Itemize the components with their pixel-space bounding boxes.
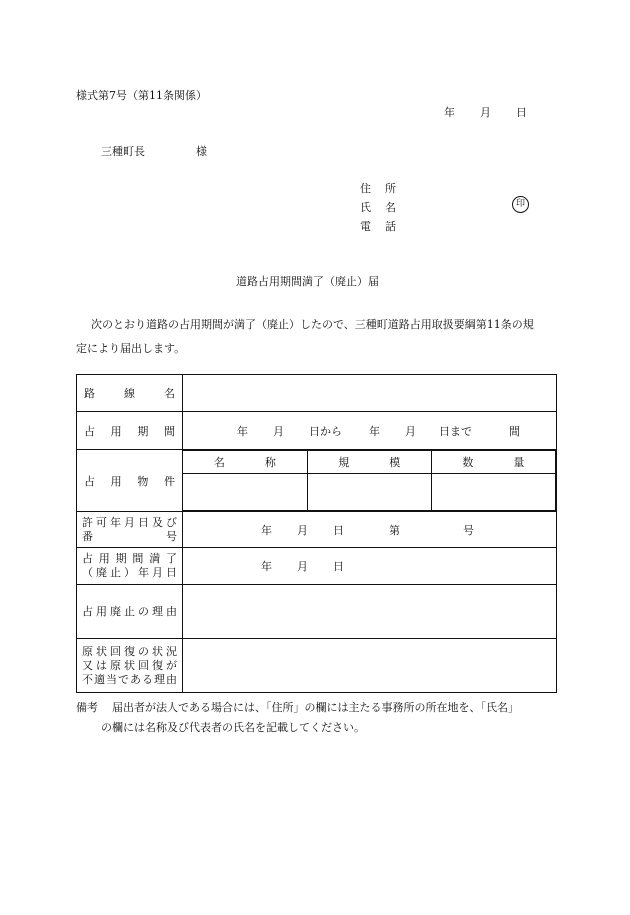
permit-label: 許可年月日及び 番 号 (77, 512, 183, 548)
note-line-2: の欄には名称及び代表者の氏名を記載してください。 (101, 721, 365, 734)
objects-subtable (183, 450, 556, 511)
address-label-1: 住 (360, 182, 371, 195)
row-restore (77, 639, 557, 693)
name-label-2: 名 (385, 201, 396, 214)
phone-label-1: 電 (360, 220, 371, 233)
seal-mark: 印 (512, 196, 529, 213)
restore-value[interactable] (183, 639, 557, 693)
objects-label: 占 用 物 件 (77, 450, 183, 512)
row-objects (77, 450, 557, 512)
row-route-name (77, 375, 557, 412)
route-name-value[interactable] (183, 375, 557, 412)
object-scale-header: 規 模 (307, 451, 431, 474)
reason-label: 占用廃止の理由 (77, 585, 183, 639)
row-permit (77, 512, 557, 548)
document-title: 道路占用期間満了（廃止）届 (236, 275, 379, 288)
reason-value[interactable] (183, 585, 557, 639)
expiry-label: 占用期間満了 （廃止）年月日 (77, 548, 183, 585)
expiry-value[interactable]: 年 月 日 (183, 548, 557, 585)
object-quantity-header: 数 量 (431, 451, 555, 474)
period-label: 占 用 期 間 (77, 412, 183, 450)
object-quantity-cell[interactable] (431, 474, 555, 511)
row-reason (77, 585, 557, 639)
note-heading: 備考 (76, 701, 98, 714)
address-label-2: 所 (385, 182, 396, 195)
intro-line-1: 次のとおり道路の占用期間が満了（廃止）したので、三種町道路占用取扱要綱第11条の規 (91, 318, 534, 331)
period-value[interactable]: 年 月 日から 年 月 日まで 間 (183, 412, 557, 450)
addressee-name: 三種町長 (101, 145, 145, 158)
phone-label-2: 話 (385, 220, 396, 233)
note-line-1: 届出者が法人である場合には、「住所」の欄には主たる事務所の所在地を、「氏名」 (112, 701, 519, 714)
object-scale-cell[interactable] (307, 474, 431, 511)
intro-line-2: 定により届出します。 (76, 342, 186, 355)
route-name-label: 路 線 名 (77, 375, 183, 412)
date-year: 年 (444, 106, 455, 119)
row-period (77, 412, 557, 450)
date-day: 日 (516, 106, 527, 119)
restore-label: 原状回復の状況 又は原状回復が 不適当である理由 (77, 639, 183, 693)
addressee-honorific: 様 (196, 145, 207, 158)
permit-value[interactable]: 年 月 日 第 号 (183, 512, 557, 548)
row-expiry (77, 548, 557, 585)
name-label-1: 氏 (360, 201, 371, 214)
notification-table (76, 374, 557, 693)
objects-value (183, 450, 557, 512)
date-month: 月 (480, 106, 491, 119)
object-name-cell[interactable] (183, 474, 307, 511)
object-name-header: 名 称 (183, 451, 307, 474)
form-number: 様式第7号（第11条関係） (76, 89, 207, 102)
